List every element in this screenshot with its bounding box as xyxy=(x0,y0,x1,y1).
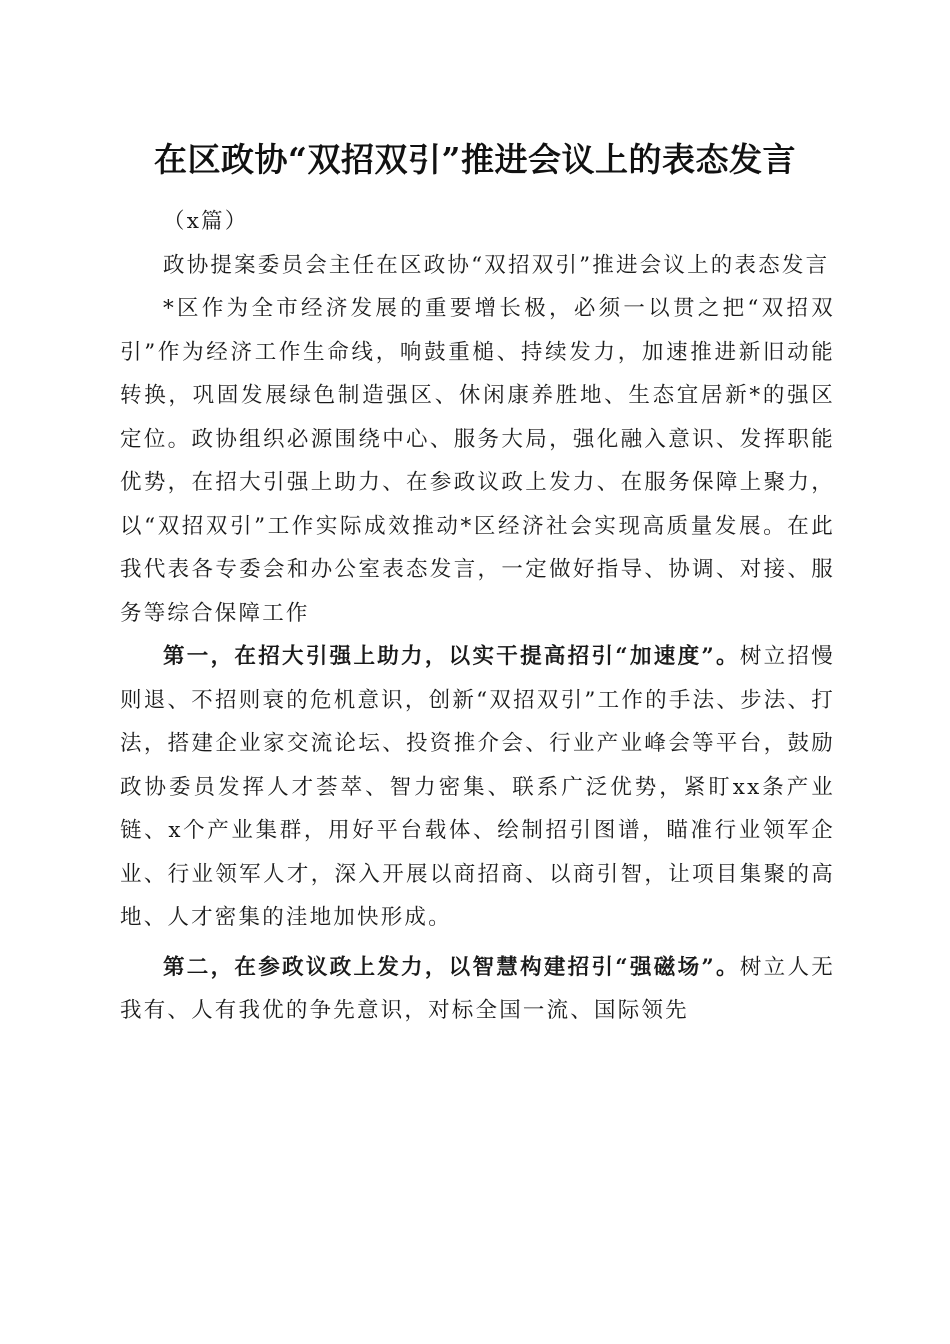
section-2-lead: 第二，在参政议政上发力，以智慧构建招引“强磁场”。 xyxy=(163,954,740,980)
section-1-text: 树立招慢则退、不招则衰的危机意识，创新“双招双引”工作的手法、步法、打法，搭建企业家交流论坛、投资推介会、行业产业峰会等平台，鼓励政协委员发挥人才荟萃、智力密集、联系广泛优势，紧盯xx条产业链、x个产业集群，用好平台载体、绘制招引图谱，瞄准行业领军企业、行业领军人才，深入开展以商招商、以商引智，让项目集聚的高地、人才密集的洼地加快形成。 xyxy=(120,644,835,930)
document-title: 在区政协“双招双引”推进会议上的表态发言 xyxy=(154,140,796,179)
section-2-text: 树立人无我有、人有我优的争先意识，对标全国一流、国际领先 xyxy=(120,954,835,1023)
document-body xyxy=(120,200,835,1033)
speech-heading: 政协提案委员会主任在区政协“双招双引”推进会议上的表态发言 xyxy=(163,252,830,278)
section-1-lead: 第一，在招大引强上助力，以实干提高招引“加速度”。 xyxy=(163,644,740,669)
section-1-paragraph xyxy=(120,635,835,940)
section-2-paragraph xyxy=(120,946,835,1033)
document-subtitle: （x篇） xyxy=(163,209,249,234)
intro-paragraph: *区作为全市经济发展的重要增长极，必须一以贯之把“双招双引”作为经济工作生命线，响鼓重槌、持续发力，加速推进新旧动能转换，巩固发展绿色制造强区、休闲康养胜地、生态宜居新*的强区定位。政协组织必源围绕中心、服务大局，强化融入意识、发挥职能优势，在招大引强上助力、在参政议政上发力、在服务保障上聚力，以“双招双引”工作实际成效推动*区经济社会实现高质量发展。在此我代表各专委会和办公室表态发言，一定做好指导、协调、对接、服务等综合保障工作 xyxy=(120,296,835,626)
